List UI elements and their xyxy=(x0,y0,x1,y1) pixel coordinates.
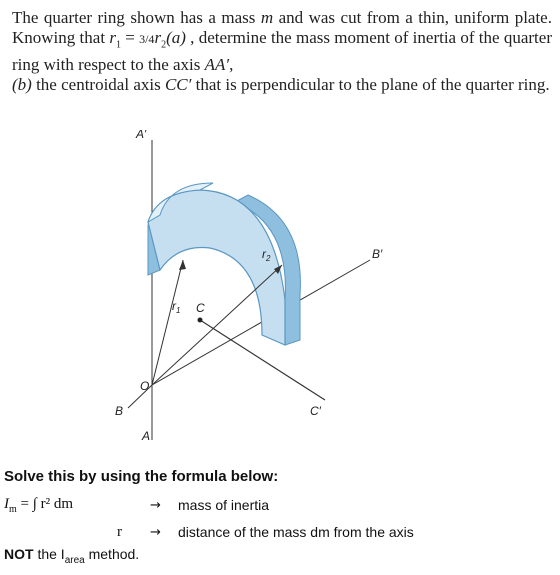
label-a-top: A′ xyxy=(136,130,147,141)
axis-cc: CC′ xyxy=(164,75,192,95)
equals-sign: = xyxy=(120,28,140,47)
label-b: B xyxy=(115,404,124,418)
not-text: the I xyxy=(33,546,65,562)
problem-text: the centroidal axis xyxy=(31,75,165,95)
formula-im xyxy=(4,496,73,515)
part-b: (b) xyxy=(12,75,32,95)
arrow-1: → xyxy=(150,498,161,513)
label-c-prime: C′ xyxy=(310,404,321,418)
label-a-bottom: A xyxy=(142,429,151,443)
problem-text: that is perpendicular to the plane of the quarter ring. xyxy=(191,75,550,95)
not-iarea-note xyxy=(4,546,139,566)
problem-text: , xyxy=(229,55,234,75)
r1-line xyxy=(152,260,183,385)
formula-rhs: = ∫ r² dm xyxy=(20,496,74,512)
label-r1: $r_1$ xyxy=(172,299,181,315)
desc-distance: distance of the mass dm from the axis xyxy=(178,524,414,540)
not-text-end: method. xyxy=(84,546,140,562)
problem-text: The quarter ring shown has a mass xyxy=(12,8,261,27)
not-bold: NOT xyxy=(4,546,34,562)
im-sub: m xyxy=(9,504,17,515)
part-a-inline: (a) xyxy=(166,28,191,47)
not-sub: area xyxy=(64,554,85,566)
problem-text: , determine the mass moment of inertia of the quarter ring with respect to the axis xyxy=(12,28,552,75)
desc-mass-inertia: mass of inertia xyxy=(178,497,270,513)
r1-symbol: r xyxy=(109,28,116,47)
mass-symbol: m xyxy=(260,8,274,27)
label-b-prime: B′ xyxy=(372,247,383,261)
axis-aa: AA′ xyxy=(204,55,230,75)
problem-text: and was cut from a thin, uniform plate. Knowing that xyxy=(12,8,552,47)
label-c: C xyxy=(196,301,205,315)
label-r2: $r_2$ xyxy=(262,247,271,263)
fraction: 3/4 xyxy=(139,32,155,46)
r-symbol: r xyxy=(117,524,122,540)
problem-statement: The quarter ring shown has a mass m and was cut from a thin, uniform plate. Knowing that $r_1 = 3/4r_2(a)$ , determine the mass moment of inertia of the quarter ring with respect to the axis AA′, (b) the centroidal axis CC′ that is perpendicular to the plane of the quarter ring. xyxy=(12,8,552,95)
r1-arrowhead xyxy=(179,260,186,270)
im-symbol: I xyxy=(4,496,9,512)
arrow-2: → xyxy=(150,525,161,540)
r2-symbol: r xyxy=(154,28,162,47)
centroid-point xyxy=(198,318,203,323)
quarter-ring-figure xyxy=(0,130,560,450)
solve-heading: Solve this by using the formula below: xyxy=(4,468,279,485)
label-o: O xyxy=(140,379,150,393)
